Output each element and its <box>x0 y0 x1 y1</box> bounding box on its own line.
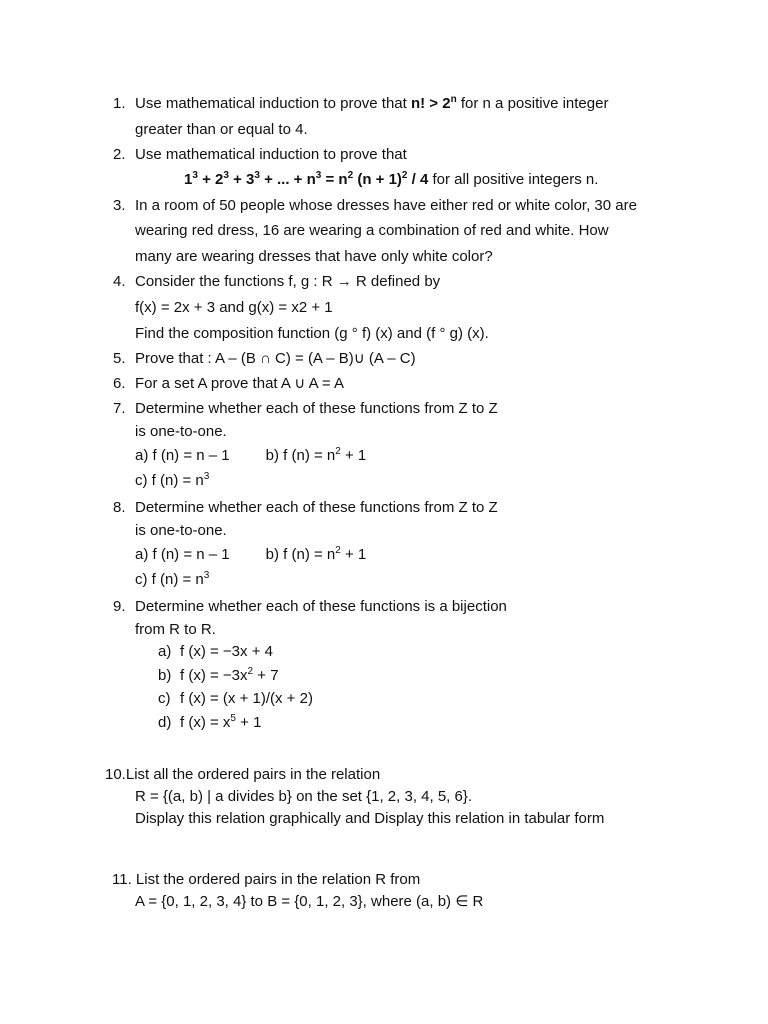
question-text: Consider the functions f, g : R → R defined by <box>135 273 441 290</box>
function-definition: f(x) = 2x + 3 and g(x) = x2 + 1 <box>135 299 333 316</box>
question-text: 10.List all the ordered pairs in the relation <box>105 766 381 783</box>
option-b: b) f $(n) = n^2 + 1$ <box>265 446 367 464</box>
question-text: Use mathematical induction to prove that n! > $2^n$ for n a positive integer <box>135 94 609 112</box>
question-text-line: from R to R. <box>135 621 216 638</box>
relation-definition: A = {0, 1, 2, 3, 4} to B = {0, 1, 2, 3}, where (a, b) ∈ R <box>135 893 484 910</box>
question-text: 11. List the ordered pairs in the relation R from <box>112 871 421 888</box>
option-a: f (x) = −3x + 4 <box>180 643 273 660</box>
question-text-line: wearing red dress, 16 are wearing a combination of red and white. How <box>135 222 609 239</box>
question-number: 2. <box>113 146 126 163</box>
question-text-line: is one-to-one. <box>135 522 227 539</box>
question-number: 3. <box>113 197 126 214</box>
option-c: f (x) = (x + 1)/(x + 2) <box>180 690 313 707</box>
question-number: 8. <box>113 499 126 516</box>
option-b: b) f $(n) = n^2 + 1$ <box>265 545 367 563</box>
option-row <box>135 446 366 466</box>
question-text-line: many are wearing dresses that have only white color? <box>135 248 493 265</box>
question-number: 1. <box>113 95 126 112</box>
option-row <box>135 545 366 565</box>
question-number: 6. <box>113 375 126 392</box>
option-c: c) f $(n) = n^3$ <box>135 570 210 588</box>
question-number: 4. <box>113 273 126 290</box>
question-text-line: greater than or equal to 4. <box>135 121 308 138</box>
question-text: Determine whether each of these functions from Z to Z <box>135 499 498 516</box>
option-b: f $(x) = -3x^2 + 7$ <box>180 666 279 684</box>
question-text: Determine whether each of these functions from Z to Z <box>135 400 498 417</box>
question-number: 7. <box>113 400 126 417</box>
option-c: c) f $(n) = n^3$ <box>135 471 210 489</box>
question-text: Prove that : A – (B ∩ C) = (A – B)∪ (A – C) <box>135 350 416 367</box>
question-text-line: is one-to-one. <box>135 423 227 440</box>
question-number: 5. <box>113 350 126 367</box>
relation-definition: R = {(a, b) | a divides b} on the set {1, 2, 3, 4, 5, 6}. <box>135 788 473 805</box>
option-label: c) <box>158 690 171 707</box>
option-label: d) <box>158 714 172 731</box>
option-a: a) f (n) = n – 1 <box>135 546 230 563</box>
option-d: f $(x) = x^5 + 1$ <box>180 713 262 731</box>
question-text-line: Find the composition function (g ° f) (x) and (f ° g) (x). <box>135 325 489 342</box>
question-text: Use mathematical induction to prove that <box>135 146 407 163</box>
option-label: a) <box>158 643 172 660</box>
question-text: Determine whether each of these functions is a bijection <box>135 598 507 615</box>
option-label: b) <box>158 667 172 684</box>
question-text-line: Display this relation graphically and Display this relation in tabular form <box>135 810 605 827</box>
question-text: For a set A prove that A ∪ A = A <box>135 375 345 392</box>
option-a: a) f (n) = n – 1 <box>135 447 230 464</box>
question-number: 9. <box>113 598 126 615</box>
sum-formula: $1^3 + 2^3 + 3^3$ + ... + $n^3 = n^2$ $(n + 1)^2 / 4$ for all positive integers n. <box>184 170 599 188</box>
inequality: n! > $2^n$ <box>410 94 457 112</box>
question-text: In a room of 50 people whose dresses have either red or white color, 30 are <box>135 197 637 214</box>
